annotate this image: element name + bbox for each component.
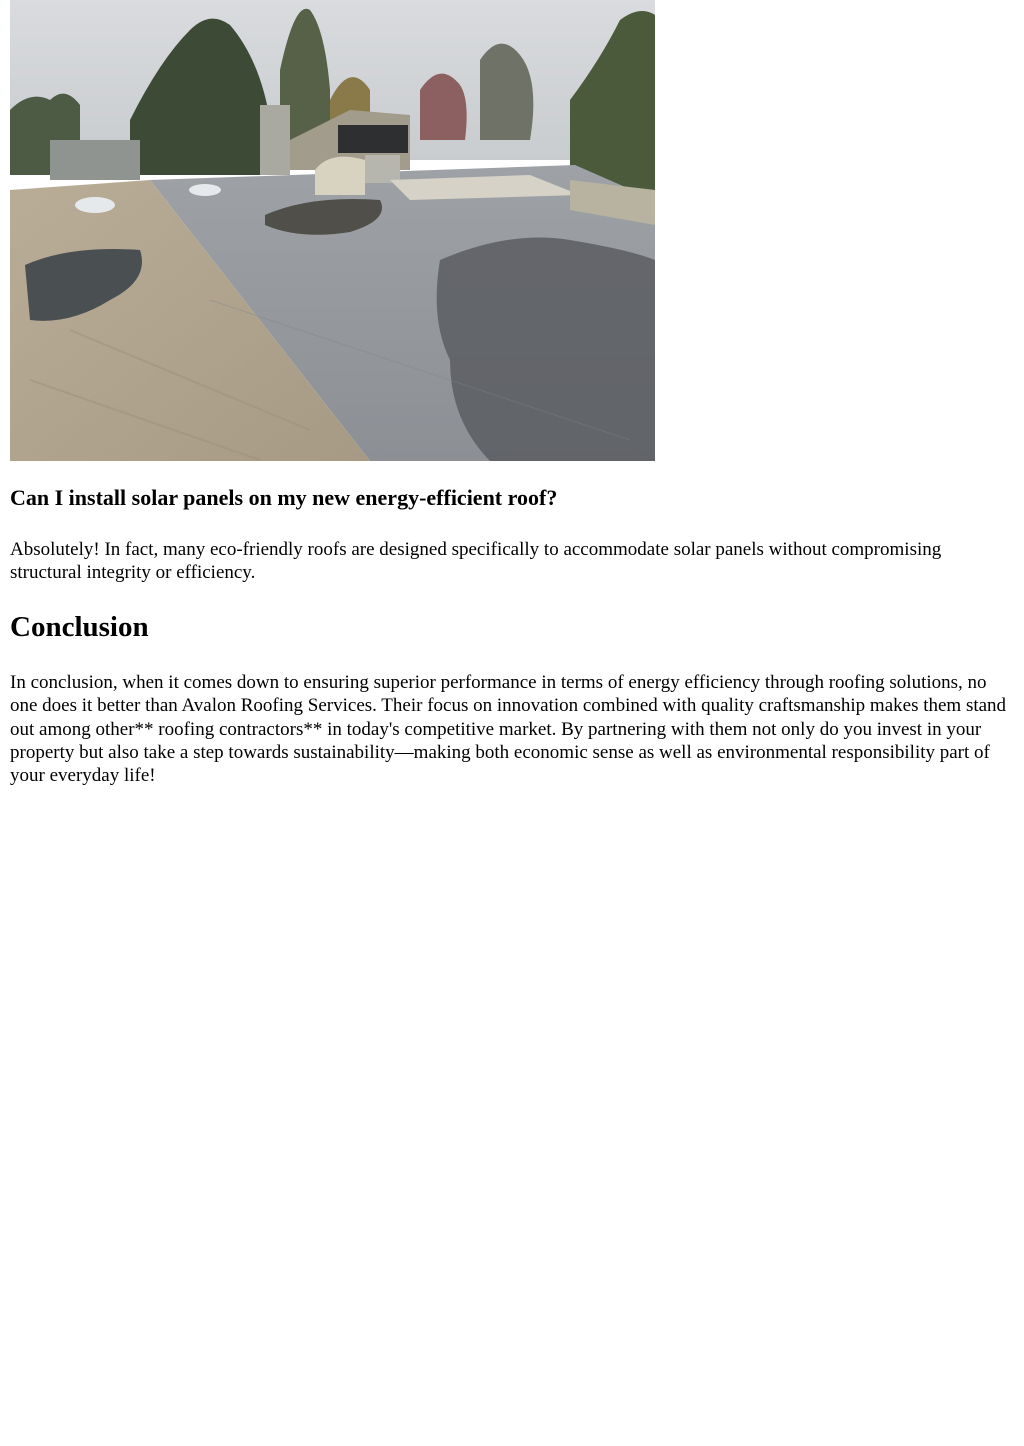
roof-photo-illustration <box>10 0 655 461</box>
faq-question: Can I install solar panels on my new energy-efficient roof? <box>10 485 558 510</box>
conclusion-paragraph: In conclusion, when it comes down to ensuring superior performance in terms of energy efficiency through roofing solutions, no one does it better than Avalon Roofing Services. Their focus on innovation combined with quality craftsmanship makes them stand out among other** roofing contractors** in today's competitive market. By partnering with them not only do you invest in your property but also take a step towards sustainability—making both economic sense as well as environmental responsibility part of your everyday life! <box>10 672 1007 787</box>
faq-answer: Absolutely! In fact, many eco-friendly roofs are designed specifically to accommodate solar panels without compromising structural integrity or efficiency. <box>10 539 942 583</box>
roof-photo <box>10 0 655 461</box>
conclusion-heading: Conclusion <box>10 611 149 643</box>
article-content <box>10 0 1010 787</box>
